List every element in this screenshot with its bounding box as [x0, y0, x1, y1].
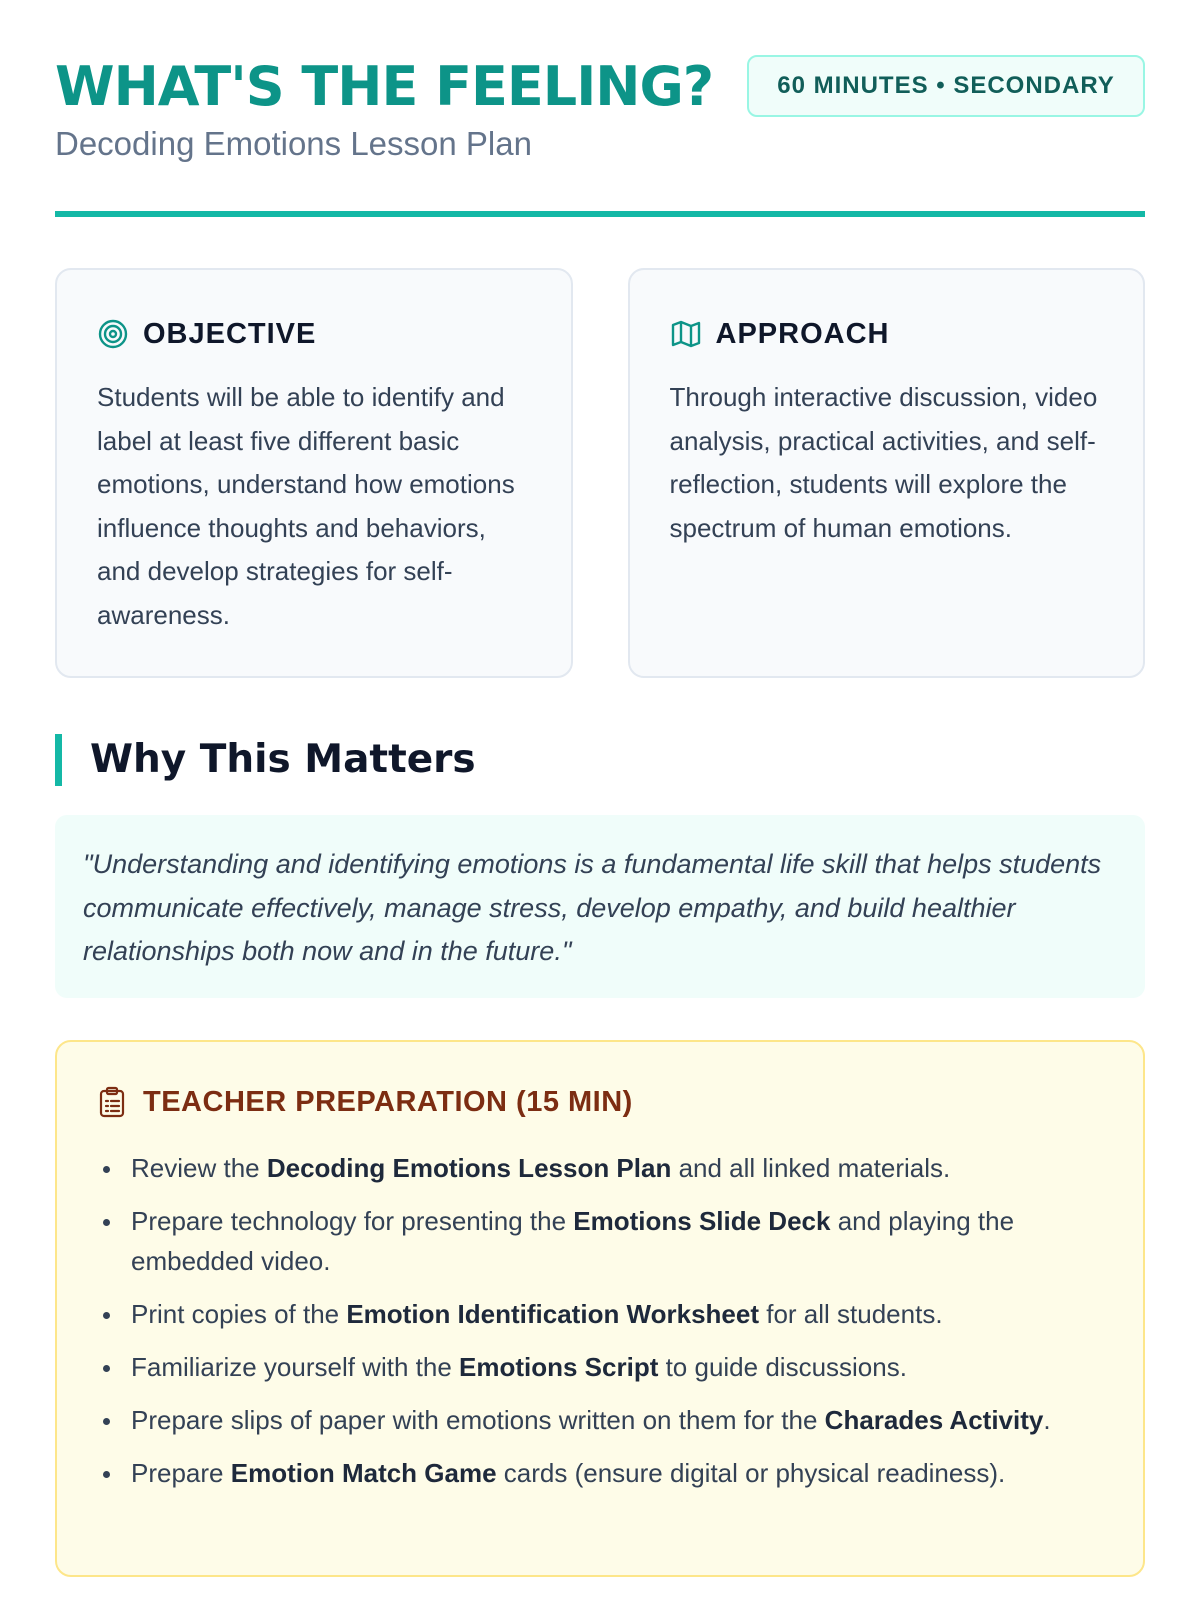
objective-text: Students will be able to identify and label at least five different basic emotions, understand how emotions influence thoughts and behaviors, and develop strategies for self-awareness.: [97, 382, 515, 630]
approach-text: Through interactive discussion, video analysis, practical activities, and self-reflection, students will explore the spectrum of human emotions.: [669, 382, 1098, 543]
teacher-prep-box: [55, 1040, 1145, 1577]
approach-card: [628, 268, 1146, 678]
objective-header: [97, 314, 531, 354]
approach-header: [670, 314, 1104, 354]
approach-title: APPROACH: [715, 317, 890, 350]
prep-item: Prepare Emotion Match Game cards (ensure digital or physical readiness).: [131, 1453, 1103, 1493]
prep-header: [97, 1082, 1103, 1122]
prep-item: Review the Decoding Emotions Lesson Plan and all linked materials.: [131, 1148, 1103, 1188]
objective-title: OBJECTIVE: [143, 317, 317, 350]
prep-item: Prepare technology for presenting the Emotions Slide Deck and playing the embedded video.: [131, 1201, 1103, 1281]
target-icon: [97, 318, 129, 350]
duration-badge: 60 MINUTES • SECONDARY: [747, 55, 1145, 117]
page-subtitle: Decoding Emotions Lesson Plan: [55, 125, 532, 162]
prep-item: Prepare slips of paper with emotions written on them for the Charades Activity.: [131, 1400, 1103, 1440]
prep-item: Print copies of the Emotion Identification Worksheet for all students.: [131, 1294, 1103, 1334]
why-quote: "Understanding and identifying emotions is a fundamental life skill that helps students communicate effectively, manage stress, develop empathy, and build healthier relationships both now and in the future.": [55, 815, 1145, 998]
page-title: WHAT'S THE FEELING?: [55, 55, 714, 118]
info-cards: [55, 268, 1145, 678]
prep-title: TEACHER PREPARATION (15 MIN): [143, 1085, 633, 1118]
clipboard-icon: [97, 1086, 127, 1118]
prep-list: [97, 1148, 1103, 1493]
header: [55, 0, 1145, 217]
prep-item: Familiarize yourself with the Emotions Script to guide discussions.: [131, 1347, 1103, 1387]
map-icon: [670, 318, 702, 350]
why-heading: Why This Matters: [55, 734, 476, 786]
objective-card: [55, 268, 573, 678]
